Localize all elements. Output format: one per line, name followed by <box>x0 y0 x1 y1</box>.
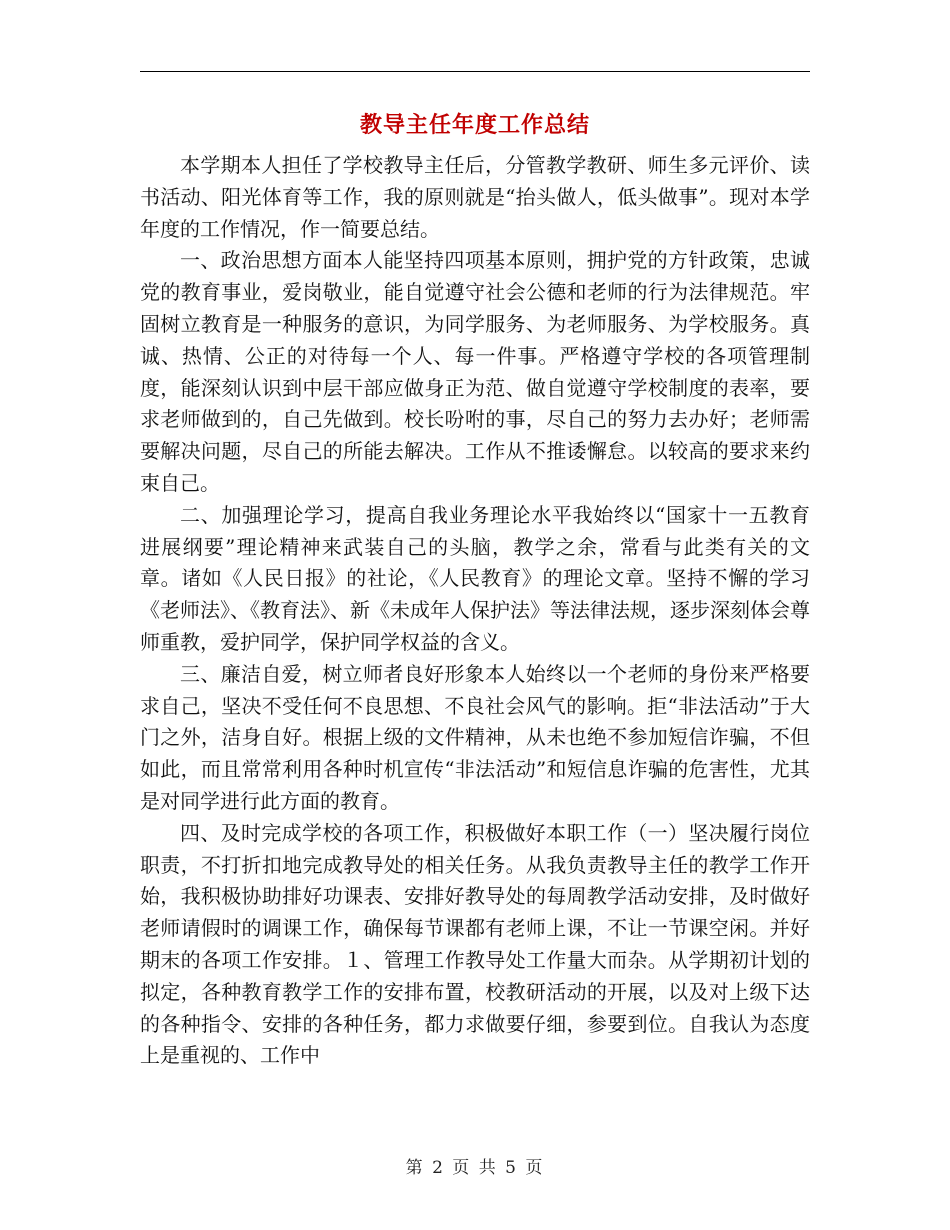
paragraph-duties: 四、及时完成学校的各项工作，积极做好本职工作（一）坚决履行岗位职责，不打折扣地完成教导处的相关任务。从我负责教导主任的教学工作开始，我积极协助排好功课表、安排好教导处的每周教学活动安排，及时做好老师请假时的调课工作，确保每节课都有老师上课，不让一节课空闲。并好期末的各项工作安排。１、管理工作教导处工作量大而杂。从学期初计划的拟定，各种教育教学工作的安排布置，校教研活动的开展，以及对上级下达的各种指令、安排的各种任务，都力求做要仔细，参要到位。自我认为态度上是重视的、工作中 <box>140 820 810 1068</box>
paragraph-integrity: 三、廉洁自爱，树立师者良好形象本人始终以一个老师的身份来严格要求自己，坚决不受任何不良思想、不良社会风气的影响。拒“非法活动”于大门之外，洁身自好。根据上级的文件精神，从未也绝不参加短信诈骗，不但如此，而且常常利用各种时机宣传“非法活动”和短信息诈骗的危害性，尤其是对同学进行此方面的教育。 <box>140 661 810 813</box>
document-title: 教导主任年度工作总结 <box>359 112 590 138</box>
paragraph-theory-study: 二、加强理论学习，提高自我业务理论水平我始终以“国家十一五教育进展纲要”理论精神来武装自己的头脑，教学之余，常看与此类有关的文章。诸如《人民日报》的社论，《人民教育》的理论文章。坚持不懈的学习《老师法》、《教育法》、新《未成年人保护法》等法律法规，逐步深刻体会尊师重教，爱护同学，保护同学权益的含义。 <box>140 502 810 654</box>
header-rule <box>140 71 810 72</box>
paragraph-intro: 本学期本人担任了学校教导主任后，分管教学教研、师生多元评价、读书活动、阳光体育等工作，我的原则就是“抬头做人，低头做事”。现对本学年度的工作情况，作一简要总结。 <box>140 153 810 241</box>
document-body <box>140 150 810 1072</box>
paragraph-political: 一、政治思想方面本人能坚持四项基本原则，拥护党的方针政策，忠诚党的教育事业，爱岗敬业，能自觉遵守社会公德和老师的行为法律规范。牢固树立教育是一种服务的意识，为同学服务、为老师服务、为学校服务。真诚、热情、公正的对待每一个人、每一件事。严格遵守学校的各项管理制度，能深刻认识到中层干部应做身正为范、做自觉遵守学校制度的表率，要求老师做到的，自己先做到。校长吩咐的事，尽自己的努力去办好；老师需要解决问题，尽自己的所能去解决。工作从不推诿懈怠。以较高的要求来约束自己。 <box>140 248 810 495</box>
page-number: 第 2 页 共 5 页 <box>405 1158 545 1178</box>
